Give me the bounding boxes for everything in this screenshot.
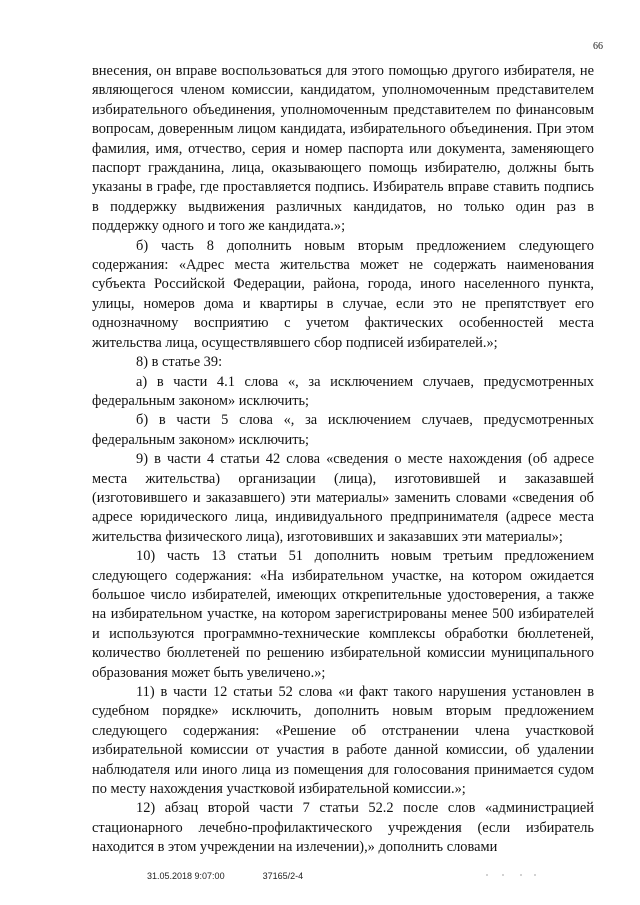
paragraph-item-12: 12) абзац второй части 7 статьи 52.2 после слов «администрацией стационарного лечебно-профилактического учреждения (если избиратель находится в этом учреждении на излечении),» дополнить словами <box>92 800 594 856</box>
page-number: 66 <box>593 41 603 52</box>
paragraph-item-10: 10) часть 13 статьи 51 дополнить новым третьим предложением следующего содержания: «На избирательном участке, на котором ожидается большое число избирателей, имеющих открепительные удостоверения, а также на избирательном участке, на котором зарегистрированы менее 500 избирателей и используются программно-технические комплексы обработки бюллетеней, количество бюллетеней по решению избирательной комиссии муниципального образования может быть увеличено.»; <box>92 548 594 681</box>
scan-speck <box>534 874 536 876</box>
paragraph-item-11: 11) в части 12 статьи 52 слова «и факт такого нарушения установлен в судебном порядке» исключить, дополнить новым вторым предложением следующего содержания: «Решение об отстранении члена участковой избирательной комиссии от участия в работе данной комиссии, об удалении наблюдателя или иного лица из помещения для голосования принимается судом по месту нахождения участковой избирательной комиссии.»; <box>92 684 594 798</box>
scan-speck <box>502 874 504 876</box>
paragraph-b-part5: б) в части 5 слова «, за исключением случаев, предусмотренных федеральным законом» исключить; <box>92 412 594 448</box>
paragraph-item-9: 9) в части 4 статьи 42 слова «сведения о месте нахождения (об адресе места жительства) организации (лица), изготовившей и заказавшей (изготовившего и заказавшего) эти материалы» заменить словами «сведения об адресе юридического лица, индивидуального предпринимателя (адресе места жительства физического лица), изготовивших и заказавших эти материалы»; <box>92 451 594 545</box>
paragraph-continuation: внесения, он вправе воспользоваться для этого помощью другого избирателя, не являющегося членом комиссии, кандидатом, уполномоченным представителем избирательного объединения, уполномоченным представителем по финансовым вопросам, доверенным лицом кандидата, избирательного объединения. При этом фамилия, имя, отчество, серия и номер паспорта или документа, заменяющего паспорт гражданина, лица, оказывающего помощь избирателю, должны быть указаны в графе, где проставляется подпись. Избиратель вправе ставить подпись в поддержку выдвижения различных кандидатов, но только один раз в поддержку одного и того же кандидата.»; <box>92 63 594 235</box>
footer-timestamp: 31.05.2018 9:07:00 <box>147 871 225 881</box>
paragraph-b-part8: б) часть 8 дополнить новым вторым предложением следующего содержания: «Адрес места жительства может не содержать наименования субъекта Российской Федерации, района, города, иного населенного пункта, улицы, номеров дома и квартиры в случае, если это не препятствует его однозначному восприятию с учетом фактических особенностей места жительства лица, осуществлявшего сбор подписей избирателей.»; <box>92 237 594 351</box>
footer-doc-code: 37165/2-4 <box>262 871 304 881</box>
page-footer <box>147 871 303 881</box>
document-body <box>92 62 594 858</box>
scan-speck <box>520 874 522 876</box>
scan-speck <box>486 874 488 876</box>
paragraph-item-8: 8) в статье 39: <box>136 354 223 371</box>
paragraph-a-part4-1: а) в части 4.1 слова «, за исключением случаев, предусмотренных федеральным законом» исключить; <box>92 373 594 409</box>
